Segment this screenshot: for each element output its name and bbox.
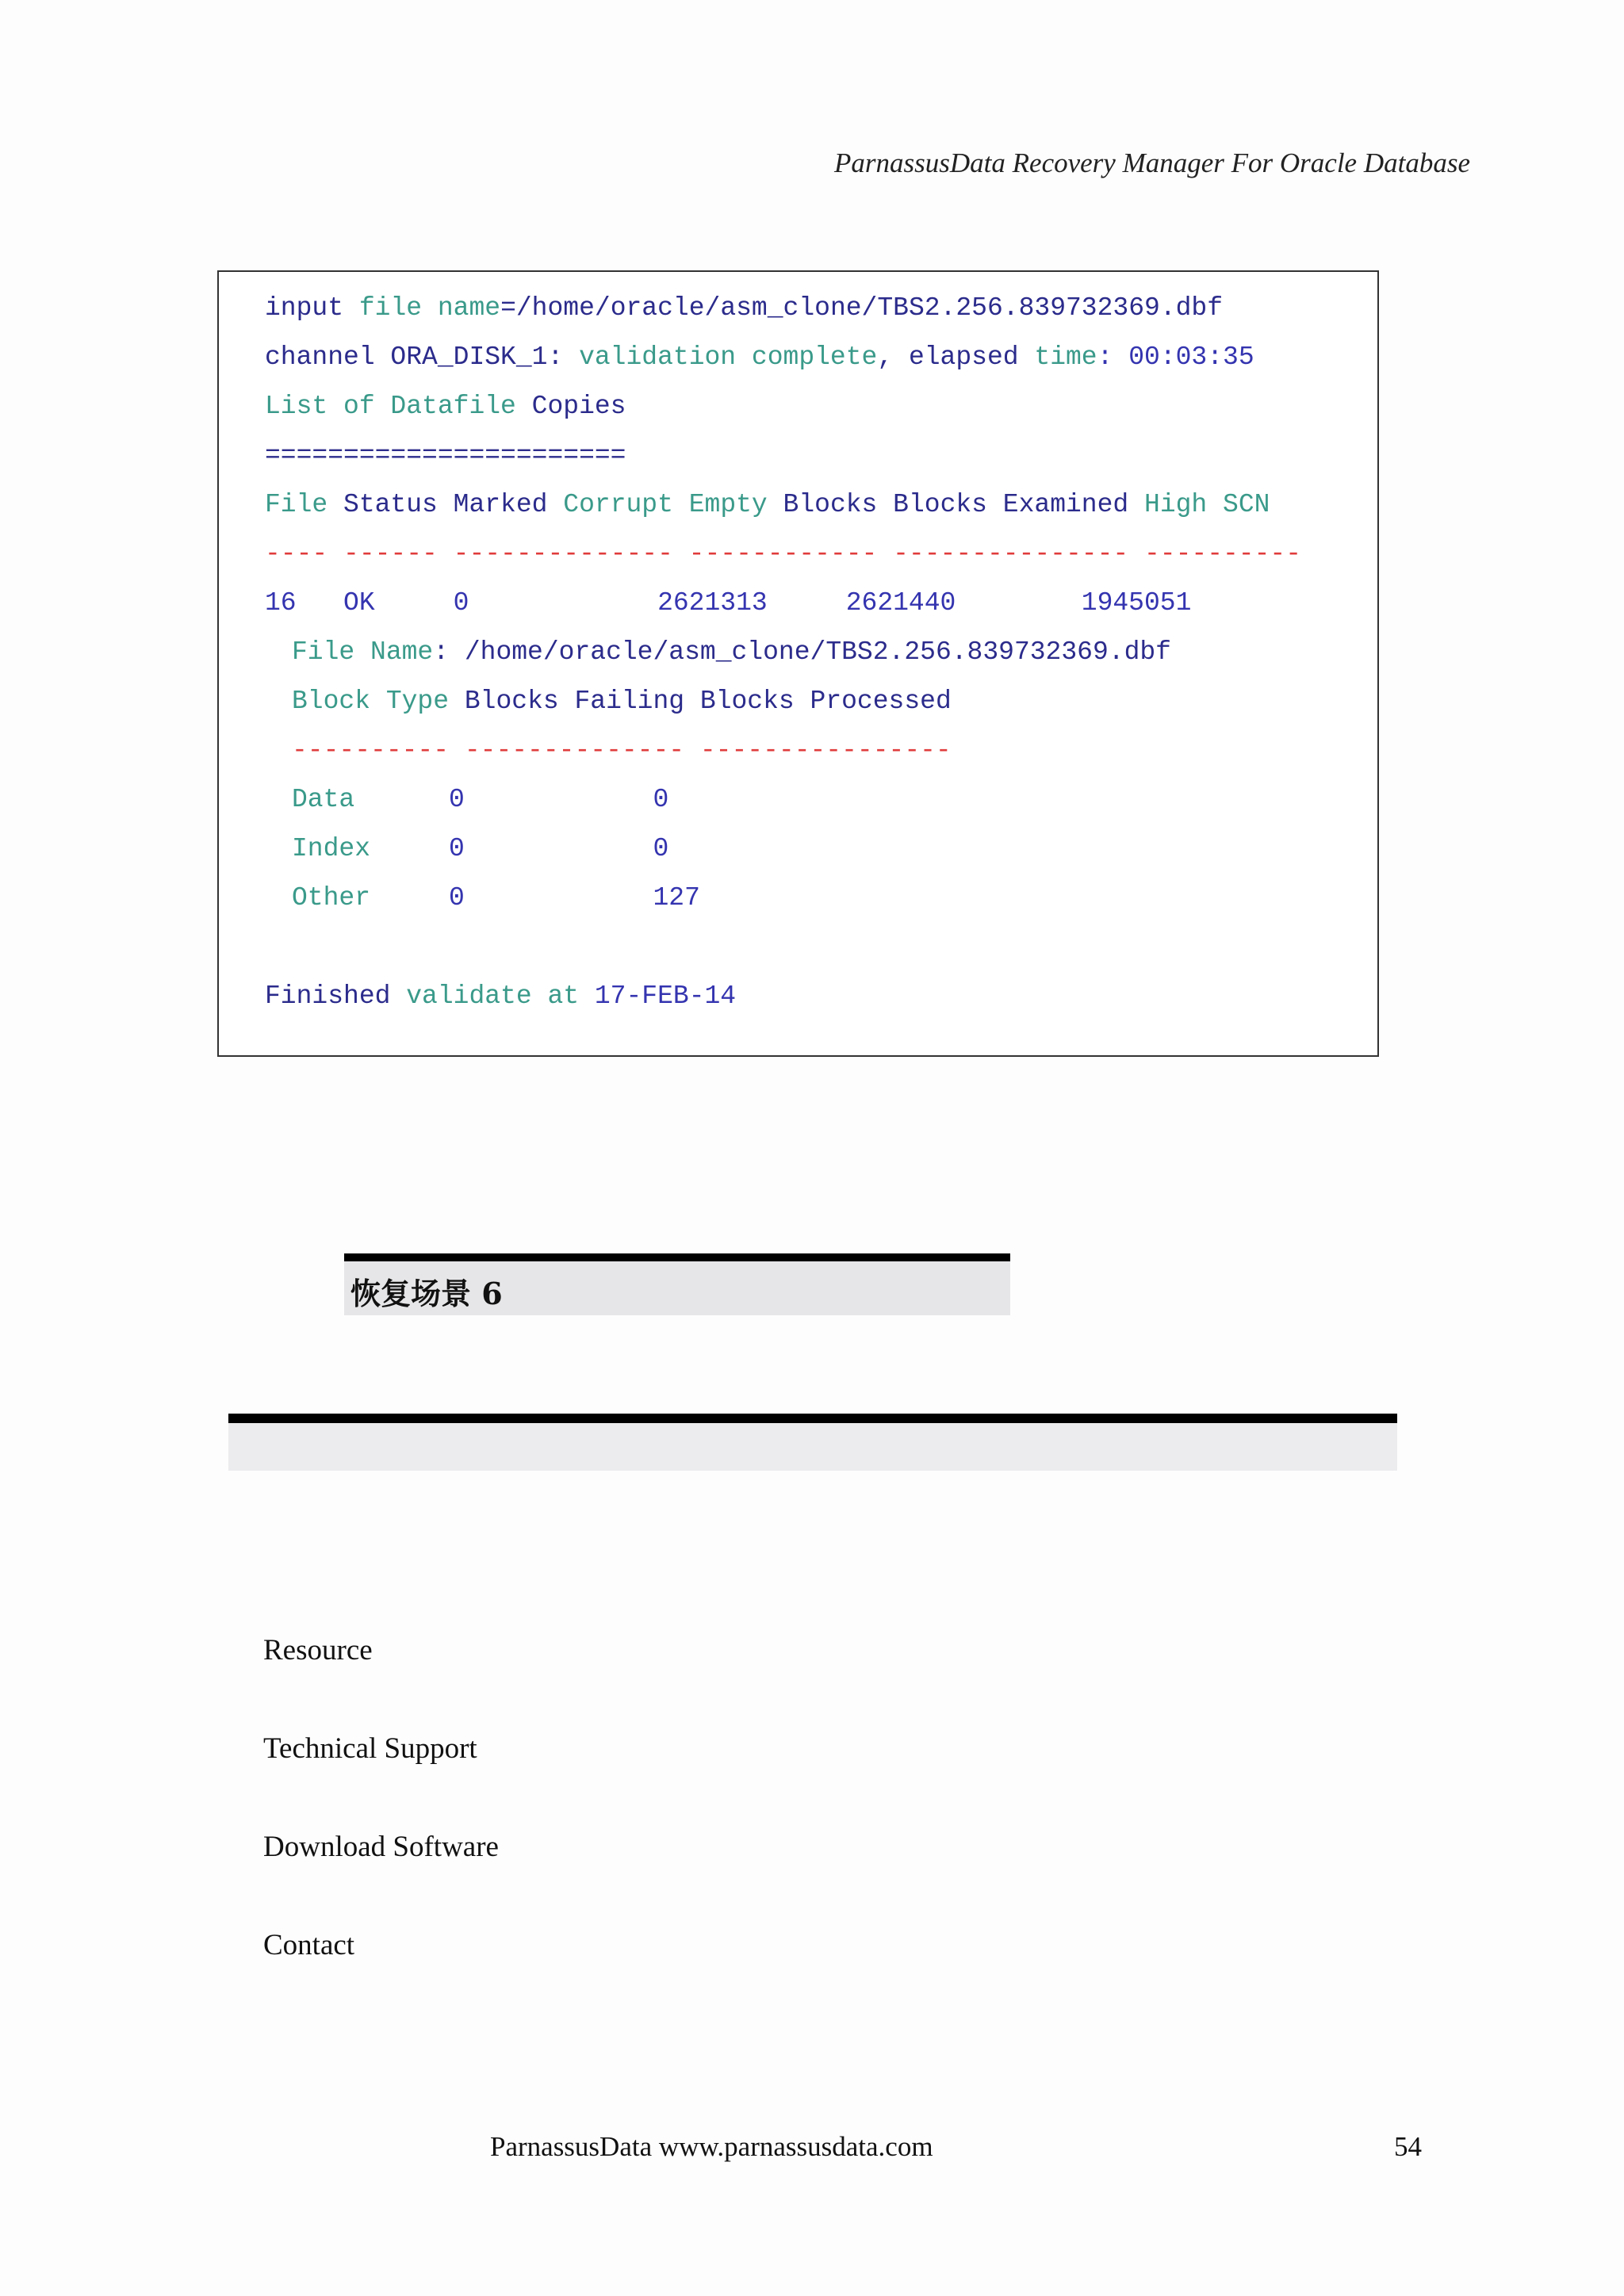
code-line-block-dashes: ---------- -------------- ----------------	[292, 736, 952, 765]
link-resource[interactable]: Resource	[263, 1634, 373, 1667]
code-line-dashes: ---- ------ -------------- ------------ --------------- ----------	[265, 539, 1302, 568]
code-line-index-blocks: Index 0 0	[292, 834, 669, 863]
section-title: 恢复场景 6	[350, 1276, 503, 1311]
code-line-finished: Finished validate at 17-FEB-14	[265, 982, 737, 1011]
section-divider-bar	[228, 1414, 1397, 1471]
link-contact[interactable]: Contact	[263, 1929, 355, 1961]
code-block	[217, 270, 1379, 1057]
code-line-file-name: File Name: /home/oracle/asm_clone/TBS2.256.839732369.dbf	[292, 637, 1171, 667]
code-line-other-blocks: Other 0 127	[292, 883, 700, 913]
code-line-channel: channel ORA_DISK_1: validation complete, elapsed time: 00:03:35	[265, 342, 1254, 372]
link-technical-support[interactable]: Technical Support	[263, 1732, 477, 1765]
code-line-input-file: input file name=/home/oracle/asm_clone/TBS2.256.839732369.dbf	[265, 293, 1224, 323]
code-line-data-row: 16 OK 0 2621313 2621440 1945051	[265, 588, 1192, 618]
page-number: 54	[1394, 2131, 1422, 2162]
code-line-column-headers: File Status Marked Corrupt Empty Blocks Blocks Examined High SCN	[265, 490, 1270, 519]
code-line-data-blocks: Data 0 0	[292, 785, 669, 814]
code-line-block-headers: Block Type Blocks Failing Blocks Processed	[292, 687, 952, 716]
document-header-title: ParnassusData Recovery Manager For Oracle Database	[834, 147, 1470, 178]
section-heading-bar	[344, 1253, 1010, 1315]
code-line-separator: =======================	[265, 441, 626, 470]
code-line-list-heading: List of Datafile Copies	[265, 392, 626, 421]
footer-text: ParnassusData www.parnassusdata.com	[490, 2131, 933, 2162]
link-download-software[interactable]: Download Software	[263, 1831, 499, 1863]
